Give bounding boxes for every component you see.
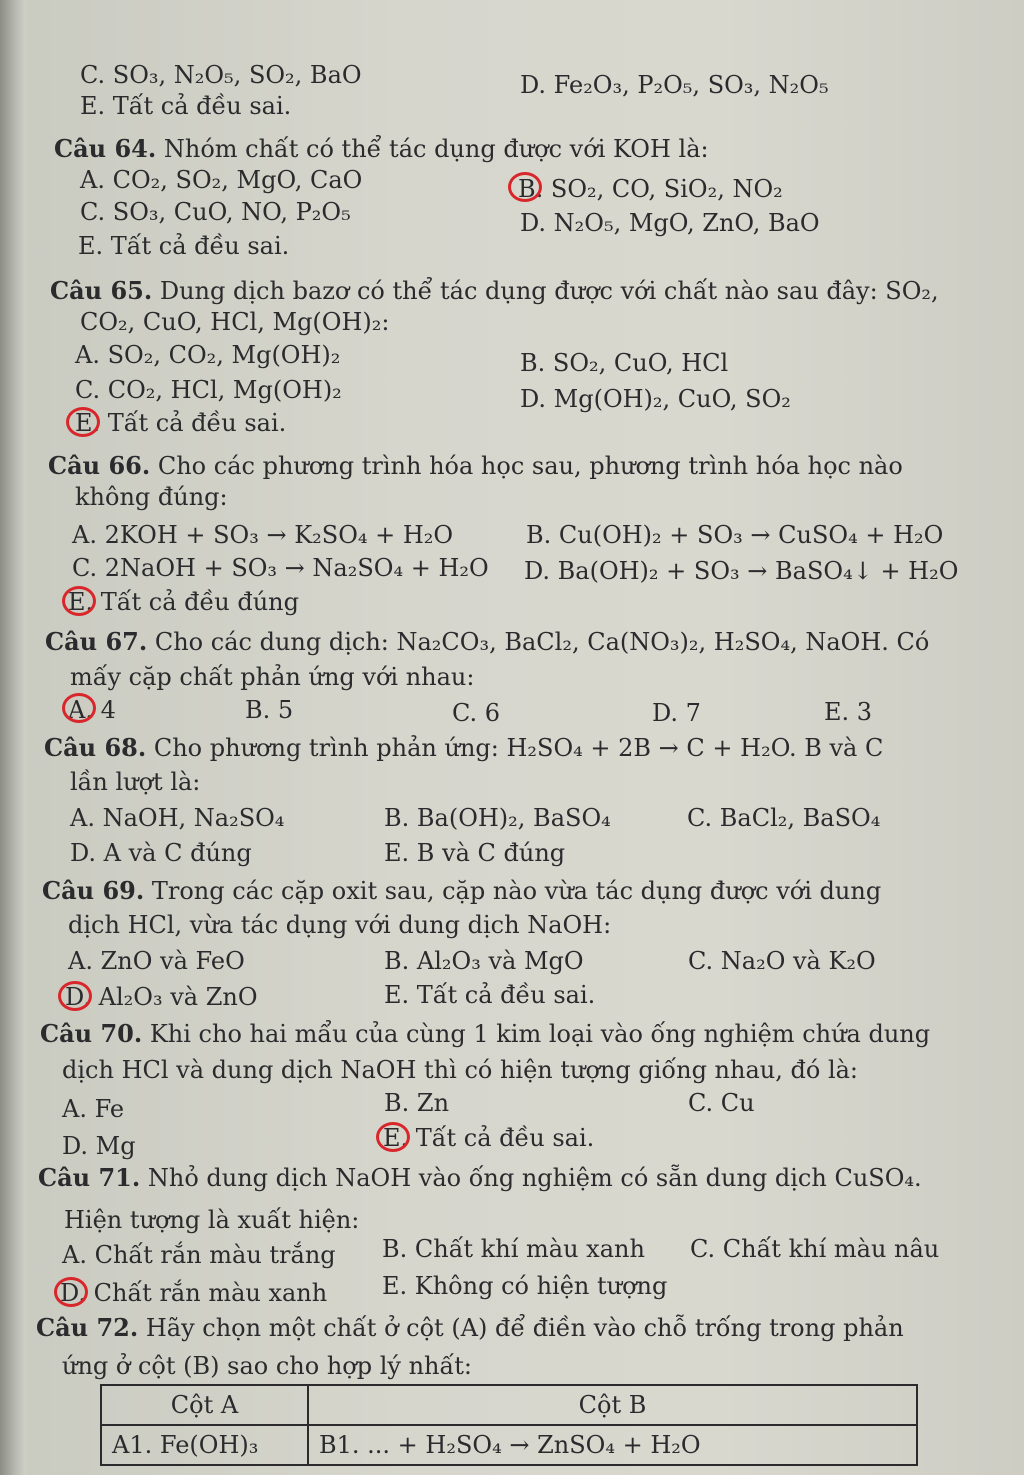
q70-option-d: D. Mg (62, 1132, 136, 1160)
q72-question (36, 1313, 904, 1343)
q72-table (100, 1384, 918, 1466)
q68-option-b: B. Ba(OH)₂, BaSO₄ (384, 804, 611, 832)
answer-circle-q65 (66, 407, 100, 437)
q69-text-1: Trong các cặp oxit sau, cặp nào vừa tác dụng được với dung (151, 877, 882, 905)
top-option-d: D. Fe₂O₃, P₂O₅, SO₃, N₂O₅ (520, 71, 829, 99)
q67-text-2: mấy cặp chất phản ứng với nhau: (70, 663, 475, 691)
table-row (101, 1425, 917, 1465)
q71-option-a: A. Chất rắn màu trắng (62, 1241, 336, 1269)
q68-question (44, 733, 883, 763)
q64-question (54, 134, 709, 164)
q65-option-a: A. SO₂, CO₂, Mg(OH)₂ (75, 341, 341, 369)
q72-text-2: ứng ở cột (B) sao cho hợp lý nhất: (62, 1352, 472, 1380)
q67-option-e: E. 3 (824, 698, 873, 726)
q64-option-b: B. SO₂, CO, SiO₂, NO₂ (518, 175, 783, 203)
q66-text-2: không đúng: (75, 483, 228, 511)
q66-question (48, 451, 903, 481)
q65-label: Câu 65. (50, 276, 153, 305)
q66-option-c: C. 2NaOH + SO₃ → Na₂SO₄ + H₂O (72, 554, 489, 582)
q70-option-a: A. Fe (62, 1095, 125, 1123)
q71-question (38, 1163, 922, 1193)
q71-text-1: Nhỏ dung dịch NaOH vào ống nghiệm có sẵn dung dịch CuSO₄. (147, 1164, 922, 1192)
q67-text-1: Cho các dung dịch: Na₂CO₃, BaCl₂, Ca(NO₃)₂, H₂SO₄, NaOH. Có (154, 628, 930, 656)
q65-question (50, 276, 939, 306)
q71-option-e: E. Không có hiện tượng (382, 1272, 668, 1300)
q69-option-b: B. Al₂O₃ và MgO (384, 947, 584, 975)
q65-text-2: CO₂, CuO, HCl, Mg(OH)₂: (80, 308, 390, 336)
q67-question (45, 627, 929, 657)
top-option-e: E. Tất cả đều sai. (80, 92, 292, 120)
q64-option-e: E. Tất cả đều sai. (78, 232, 290, 260)
answer-circle-q67 (62, 693, 96, 723)
q66-option-d: D. Ba(OH)₂ + SO₃ → BaSO₄↓ + H₂O (524, 557, 959, 585)
q70-option-b: B. Zn (384, 1089, 450, 1117)
q66-text-1: Cho các phương trình hóa học sau, phương trình hóa học nào (157, 452, 903, 480)
q70-text-1: Khi cho hai mẩu của cùng 1 kim loại vào ống nghiệm chứa dung (149, 1020, 931, 1048)
q71-label: Câu 71. (38, 1163, 141, 1192)
q69-option-a: A. ZnO và FeO (68, 947, 245, 975)
q68-option-d: D. A và C đúng (70, 839, 252, 867)
q70-option-e: E. Tất cả đều sai. (383, 1124, 595, 1152)
table-header-row (101, 1385, 917, 1425)
q64-label: Câu 64. (54, 134, 157, 163)
q69-option-d: D. Al₂O₃ và ZnO (65, 983, 258, 1011)
top-option-c: C. SO₃, N₂O₅, SO₂, BaO (80, 61, 362, 89)
q66-option-b: B. Cu(OH)₂ + SO₃ → CuSO₄ + H₂O (526, 521, 944, 549)
q68-label: Câu 68. (44, 733, 147, 762)
q72-text-1: Hãy chọn một chất ở cột (A) để điền vào chỗ trống trong phản (145, 1314, 904, 1342)
q68-option-a: A. NaOH, Na₂SO₄ (70, 804, 285, 832)
q71-option-d: D. Chất rắn màu xanh (60, 1279, 328, 1307)
q68-text-1: Cho phương trình phản ứng: H₂SO₄ + 2B → C + H₂O. B và C (153, 734, 884, 762)
q65-option-e: E. Tất cả đều sai. (75, 409, 287, 437)
q64-option-a: A. CO₂, SO₂, MgO, CaO (80, 166, 363, 194)
q69-text-2: dịch HCl, vừa tác dụng với dung dịch NaOH: (68, 911, 612, 939)
q70-text-2: dịch HCl và dung dịch NaOH thì có hiện tượng giống nhau, đó là: (62, 1056, 859, 1084)
q65-option-c: C. CO₂, HCl, Mg(OH)₂ (75, 376, 342, 404)
q71-text-2: Hiện tượng là xuất hiện: (64, 1206, 360, 1234)
q67-label: Câu 67. (45, 627, 148, 656)
answer-circle-q71 (54, 1277, 88, 1307)
q71-option-b: B. Chất khí màu xanh (382, 1235, 645, 1263)
q64-text: Nhóm chất có thể tác dụng được với KOH là: (163, 135, 709, 163)
q72-label: Câu 72. (36, 1313, 139, 1342)
q69-question (42, 876, 881, 906)
table-cell-b1: B1. ... + H₂SO₄ → ZnSO₄ + H₂O (308, 1425, 917, 1465)
q69-label: Câu 69. (42, 876, 145, 905)
q64-option-c: C. SO₃, CuO, NO, P₂O₅ (80, 198, 351, 226)
q68-option-e: E. B và C đúng (384, 839, 566, 867)
q68-option-c: C. BaCl₂, BaSO₄ (687, 804, 881, 832)
q70-question (40, 1019, 930, 1049)
q70-label: Câu 70. (40, 1019, 143, 1048)
q67-option-c: C. 6 (452, 699, 501, 727)
q69-option-e: E. Tất cả đều sai. (384, 981, 596, 1009)
table-cell-a1: A1. Fe(OH)₃ (101, 1425, 308, 1465)
answer-circle-q70 (376, 1122, 410, 1152)
answer-circle-q64 (508, 172, 542, 202)
q66-option-a: A. 2KOH + SO₃ → K₂SO₄ + H₂O (72, 521, 454, 549)
q67-option-d: D. 7 (652, 699, 701, 727)
q65-option-d: D. Mg(OH)₂, CuO, SO₂ (520, 385, 791, 413)
q70-option-c: C. Cu (688, 1089, 755, 1117)
q67-option-b: B. 5 (245, 696, 294, 724)
q65-option-b: B. SO₂, CuO, HCl (520, 349, 729, 377)
answer-circle-q66 (62, 586, 96, 616)
q64-option-d: D. N₂O₅, MgO, ZnO, BaO (520, 209, 820, 237)
q66-label: Câu 66. (48, 451, 151, 480)
q67-option-a: A. 4 (68, 696, 116, 724)
q68-text-2: lần lượt là: (70, 768, 201, 796)
answer-circle-q69 (58, 981, 92, 1011)
q65-text-1: Dung dịch bazơ có thể tác dụng được với chất nào sau đây: SO₂, (159, 277, 939, 305)
table-header-col-a: Cột A (101, 1385, 308, 1425)
q69-option-c: C. Na₂O và K₂O (688, 947, 876, 975)
q66-option-e: E. Tất cả đều đúng (68, 588, 299, 616)
book-spine (0, 0, 26, 1475)
table-header-col-b: Cột B (308, 1385, 917, 1425)
q71-option-c: C. Chất khí màu nâu (690, 1235, 940, 1263)
